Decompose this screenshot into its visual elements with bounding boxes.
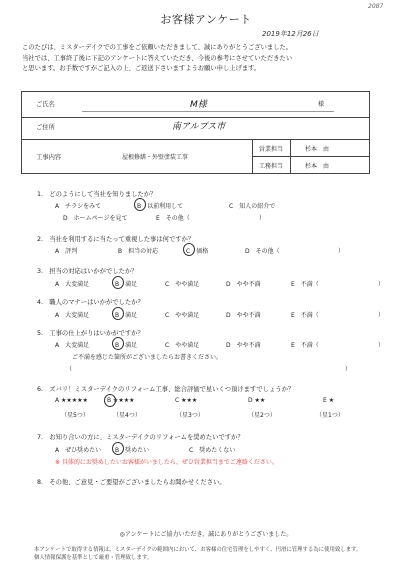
customer-info-box (21, 91, 370, 174)
question-2: 2. 当社を利用するに当たって重視した事は何ですか？ (37, 236, 195, 243)
question-6: 6. ズバリ！ミスターデイクのリフォーム工事、総合評価で星いくつ頂けますでしょうか？ (37, 386, 295, 393)
date-handwritten: 2019年12月26日 (262, 30, 319, 38)
q1-option-a[interactable]: A チラシをみて (55, 203, 102, 210)
q2-option-d[interactable]: D その他（ (245, 248, 280, 255)
q4-option-c[interactable]: C やや満足 (165, 312, 200, 319)
intro-line: 当社では、工事終了後に下記のアンケートに答えていただき、今後の参考にさせていただきたい (22, 54, 293, 62)
work-label: 工事内容 (36, 154, 62, 161)
q6-option-e[interactable]: E ★ (323, 397, 335, 404)
q5-paren-close: ） (378, 342, 385, 349)
q3-option-e[interactable]: E 不満（ (291, 281, 319, 288)
q4-option-b[interactable]: B 満足 (115, 312, 138, 319)
q5-option-e[interactable]: E 不満（ (291, 342, 319, 349)
q5-note: ご不満を感じた箇所がございましたらお書きください。 (72, 354, 223, 361)
q6-option-a[interactable]: A ★★★★★ (55, 397, 88, 404)
name-value[interactable]: M様 (190, 100, 207, 110)
q6-option-a-sub: （星5つ） (61, 412, 89, 419)
q1-paren-close: ） (259, 215, 266, 222)
intro-text (22, 43, 394, 75)
q7-option-c[interactable]: C 奨めたくない (189, 447, 236, 454)
q5-selected-circle (112, 337, 124, 350)
q6-option-d-sub: （星2つ） (248, 412, 276, 419)
intro-line: と思います。お手数ですがご記入の上、ご返送下さいますようお願い申し上げます。 (22, 65, 261, 72)
q2-option-a[interactable]: A 評判 (55, 248, 78, 255)
q6-option-d[interactable]: D ★★ (248, 397, 266, 404)
construction-value[interactable]: 杉本 由 (305, 163, 330, 170)
q7-selected-circle (112, 442, 124, 455)
q7-option-a[interactable]: A ぜひ奨めたい (55, 447, 102, 454)
question-8: 8. その他、ご意見・ご要望がございましたらお聞かせください。 (37, 479, 226, 486)
q5-option-a[interactable]: A 大変満足 (55, 342, 90, 349)
question-5: 5. 工事の仕上がりはいかがですか？ (37, 330, 144, 337)
name-label: ご氏名 (36, 101, 55, 108)
q6-option-b[interactable]: B ★★★★ (107, 397, 135, 404)
q5-comment-close: ） (345, 366, 352, 373)
privacy-note-2: 個人情報保護を基準として厳重・管理致します。 (34, 555, 153, 561)
q1-option-d[interactable]: D ホームページを見て (63, 215, 128, 222)
q1-option-b[interactable]: B 以前利用して (137, 203, 184, 210)
construction-label: 工務担当 (259, 163, 284, 170)
sales-value[interactable]: 杉本 由 (305, 146, 330, 153)
q3-option-a[interactable]: A 大変満足 (55, 281, 90, 288)
thanks-note: ◎アンケートにご協力いただき、誠にありがとうございました。 (119, 531, 293, 538)
q5-option-c[interactable]: C やや満足 (165, 342, 200, 349)
q4-option-e[interactable]: E 不満（ (291, 312, 319, 319)
q6-selected-circle (104, 394, 116, 407)
q5-option-b[interactable]: B 満足 (115, 342, 138, 349)
q1-option-e[interactable]: E その他（ (156, 215, 190, 222)
q3-option-d[interactable]: D やや不満 (226, 281, 261, 288)
q2-paren-close: ） (338, 248, 345, 255)
question-7: 7. お知り合いの方に、ミスターデイクのリフォームを奨めたいですか？ (37, 434, 244, 441)
q6-option-e-sub: （星1つ） (316, 412, 344, 419)
sales-label: 営業担当 (259, 146, 284, 153)
q5-option-d[interactable]: D やや不満 (226, 342, 261, 349)
page-title: お客様アンケート (160, 13, 252, 26)
q2-option-c[interactable]: C 価格 (186, 248, 209, 255)
intro-line: このたびは、ミスターデイクでの工事をご依頼いただきまして、誠にありがとうございました。 (22, 44, 293, 51)
q4-selected-circle (112, 307, 124, 320)
q4-option-a[interactable]: A 大変満足 (55, 312, 90, 319)
q6-option-c[interactable]: C ★★★ (175, 397, 198, 404)
q4-option-d[interactable]: D やや不満 (226, 312, 261, 319)
q1-option-c[interactable]: C 知人の紹介で (229, 203, 276, 210)
q5-comment-open[interactable]: （ (66, 366, 73, 373)
q3-option-c[interactable]: C やや満足 (165, 281, 200, 288)
q2-option-b[interactable]: B 担当の対応 (118, 248, 159, 255)
q6-option-c-sub: （星3つ） (176, 412, 204, 419)
address-label: ご住所 (36, 124, 55, 131)
question-1: 1. どのようにして当社を知りましたか？ (37, 191, 157, 198)
q7-option-b[interactable]: B 奨めたい (115, 447, 150, 454)
q3-paren-close: ） (378, 281, 385, 288)
q6-option-b-sub: （星4つ） (113, 412, 141, 419)
q7-red-note: ※ 具体的にお奨めしたいお客様がいましたら、ぜひ営業担当までご連絡ください。 (55, 459, 278, 466)
name-suffix: 様 (318, 101, 325, 108)
question-4: 4. 職人のマナーはいかがでしたか？ (37, 299, 144, 306)
address-value[interactable]: 南アルプス市 (172, 122, 226, 132)
work-value[interactable]: 屋根修繕・外壁塗装工事 (122, 154, 189, 161)
q3-option-b[interactable]: B 満足 (115, 281, 138, 288)
q3-selected-circle (112, 276, 124, 289)
q1-selected-circle (134, 198, 146, 211)
q2-selected-circle (183, 243, 195, 256)
q4-paren-close: ） (378, 312, 385, 319)
page-number: 2087 (368, 3, 384, 10)
privacy-note-1: 本アンケートで取得する情報は、ミスターデイクの範囲内において、お客様の住宅管理をしやすく、円滑に管理する為に使用致します。 (34, 547, 362, 553)
question-3: 3. 担当の対応はいかがでしたか？ (37, 268, 138, 275)
